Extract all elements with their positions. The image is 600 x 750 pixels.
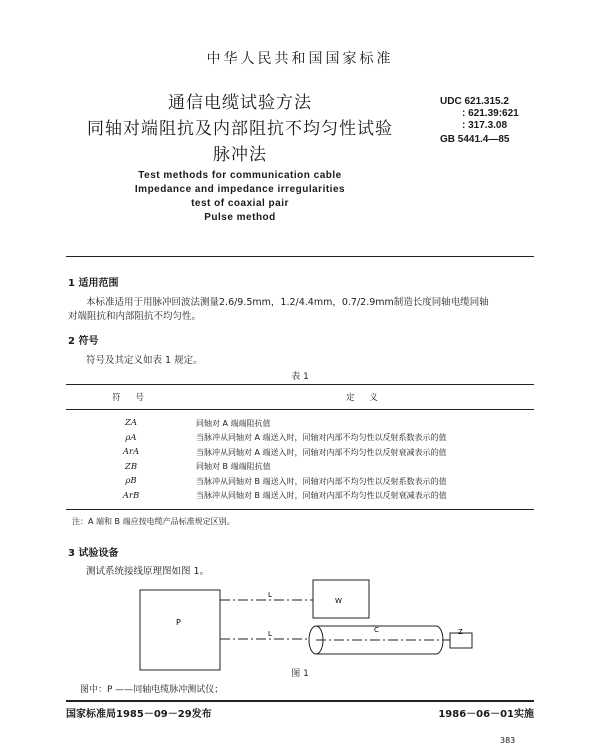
definition-cell: 同轴对 B 端端阻抗值 — [196, 462, 271, 472]
symbol-cell: ZB — [124, 461, 138, 472]
definition-cell: 当脉冲从同轴对 A 端送入时，同轴对内部不均匀性以反射系数表示的值 — [196, 433, 447, 443]
issue-date: 国家标准局1985－09－29发布 — [66, 709, 212, 720]
udc-code-line-3: : 317.3.08 — [462, 120, 508, 131]
label-w: W — [335, 597, 342, 605]
definition-cell: 当脉冲从同轴对 B 端送入时，同轴对内部不均匀性以反射衰减表示的值 — [196, 489, 534, 510]
column-header-definition: 定 义 — [196, 385, 534, 410]
symbol-cell: ArB — [66, 489, 196, 510]
label-p: P — [176, 618, 181, 627]
column-header-symbol: 符 号 — [66, 385, 196, 410]
english-title-line-2: Impedance and impedance irregularities — [134, 184, 346, 195]
english-title-line-3: test of coaxial pair — [191, 198, 289, 209]
english-title-line-4: Pulse method — [204, 212, 276, 223]
symbol-cell: ρB — [125, 476, 137, 487]
section-2-heading: 2 符号 — [68, 336, 99, 347]
section-1-text-line-2: 对端阻抗和内部阻抗不均匀性。 — [68, 311, 202, 322]
section-1-text-line-1: 本标准适用于用脉冲回波法测量2.6/9.5mm，1.2/4.4mm，0.7/2.9mm制造长度同轴电缆同轴 — [86, 297, 489, 308]
test-circuit-diagram — [0, 570, 600, 680]
implementation-date: 1986－06－01实施 — [438, 709, 534, 720]
english-title-line-1: Test methods for communication cable — [138, 170, 342, 181]
section-3-text: 测试系统接线原理图如图 1。 — [86, 566, 210, 577]
label-z: Z — [458, 628, 463, 636]
label-c: C — [374, 626, 379, 634]
label-l-upper: L — [268, 591, 272, 599]
issuing-organization: 中华人民共和国国家标准 — [206, 51, 394, 67]
title-line-1: 通信电缆试验方法 — [168, 93, 312, 113]
table-row — [66, 431, 534, 446]
definition-cell: 当脉冲从同轴对 B 端送入时，同轴对内部不均匀性以反射系数表示的值 — [196, 476, 447, 486]
section-3-heading: 3 试验设备 — [68, 548, 119, 559]
udc-code-line-1: UDC 621.315.2 — [440, 96, 509, 107]
symbol-table — [66, 384, 534, 510]
title-line-2: 同轴对端阻抗及内部阻抗不均匀性试验 — [87, 119, 393, 139]
table-row — [66, 474, 534, 489]
definition-cell: 当脉冲从同轴对 A 端送入时，同轴对内部不均匀性以反射衰减表示的值 — [196, 447, 447, 457]
figure-legend: 图中：P ——同轴电缆脉冲测试仪； — [80, 685, 224, 695]
table-row — [66, 489, 534, 510]
figure-caption: 图 1 — [291, 669, 309, 679]
table-row — [66, 460, 534, 475]
udc-code-line-2: : 621.39:621 — [462, 108, 519, 119]
label-l-lower: L — [268, 630, 272, 638]
symbol-cell: ZA — [124, 418, 138, 429]
header-divider — [66, 256, 534, 257]
pulse-tester-box — [140, 590, 220, 670]
symbol-cell: ρA — [125, 432, 137, 443]
table-note: 注：A 端和 B 端应按电缆产品标准规定区别。 — [72, 517, 235, 526]
page-number: 383 — [500, 736, 516, 745]
section-2-text: 符号及其定义如表 1 规定。 — [86, 355, 203, 366]
table-row — [66, 445, 534, 460]
table-row — [66, 410, 534, 431]
footer-divider — [66, 700, 534, 702]
table-caption: 表 1 — [291, 372, 309, 382]
definition-cell: 同轴对 A 端端阻抗值 — [196, 418, 271, 428]
gb-standard-number: GB 5441.4—85 — [440, 134, 510, 145]
symbol-cell: ArA — [122, 447, 140, 458]
title-line-3: 脉冲法 — [213, 145, 267, 165]
section-1-heading: 1 适用范围 — [68, 278, 119, 289]
